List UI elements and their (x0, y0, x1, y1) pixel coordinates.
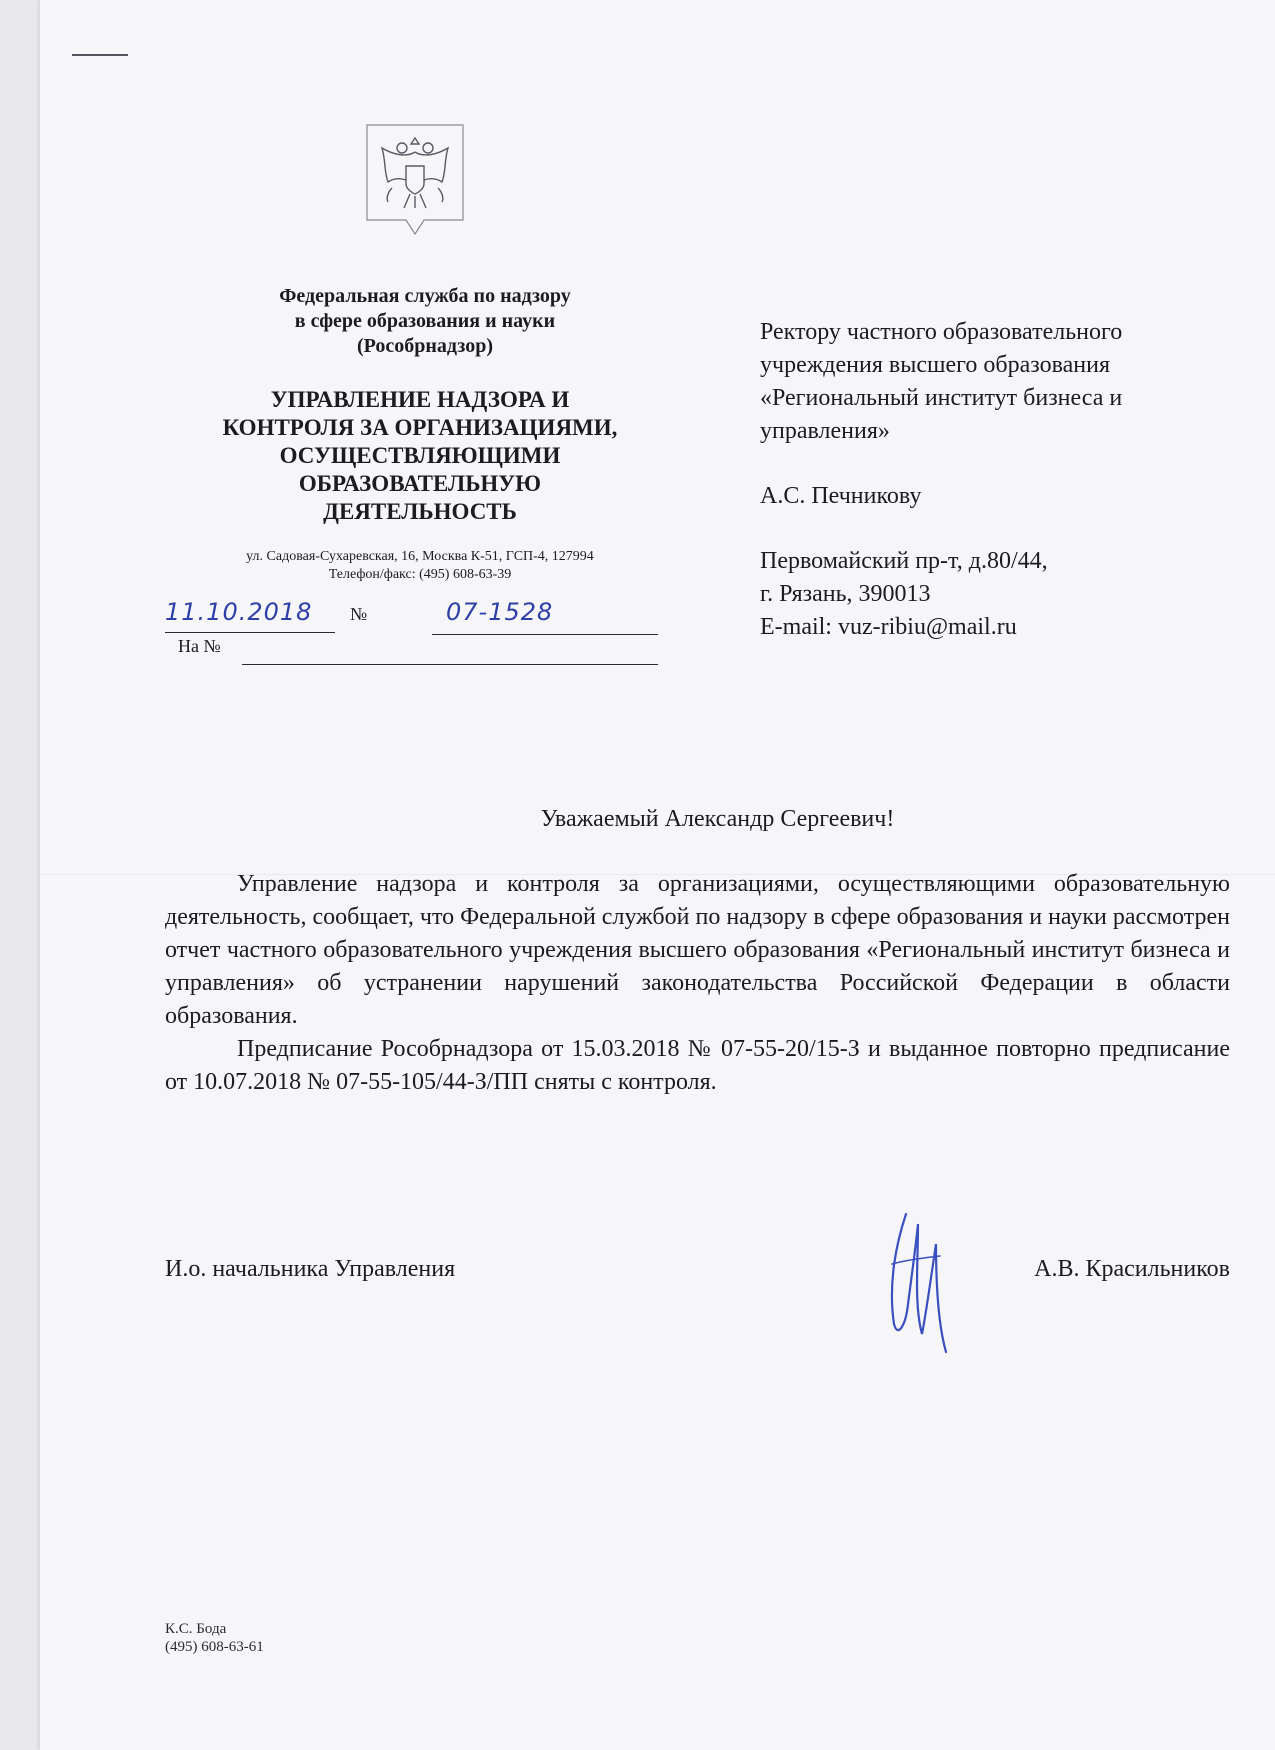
body-paragraph-2: Предписание Рособрнадзора от 15.03.2018 № 07-55-20/15-З и выданное повторно предписание от 10.07.2018 № 07-55-105/44-З/ПП сняты с контроля. (165, 1036, 1230, 1095)
sender-contacts (180, 548, 660, 584)
division-name-line-3: ОСУЩЕСТВЛЯЮЩИМИ (279, 443, 561, 468)
executor-phone: (495) 608-63-61 (165, 1639, 264, 1655)
number-underline (432, 634, 658, 635)
recipient-line-3: «Региональный институт бизнеса и (760, 385, 1123, 411)
date-underline (165, 632, 335, 633)
signatory-title: И.о. начальника Управления (165, 1256, 456, 1282)
corner-mark (72, 54, 128, 56)
agency-name-line-3: (Рособрнадзор) (357, 335, 493, 357)
reply-to-underline (242, 664, 658, 665)
division-name-line-1: УПРАВЛЕНИЕ НАДЗОРА И (270, 387, 570, 412)
recipient-address-1: Первомайский пр-т, д.80/44, (760, 548, 1048, 574)
division-name-line-4: ОБРАЗОВАТЕЛЬНУЮ (298, 471, 542, 496)
sender-agency (200, 284, 650, 359)
registration-number: 07-1528 (446, 598, 554, 626)
coat-of-arms-icon (364, 122, 466, 242)
salutation: Уважаемый Александр Сергеевич! (540, 806, 895, 832)
division-name-line-2: КОНТРОЛЯ ЗА ОРГАНИЗАЦИЯМИ, (222, 415, 618, 440)
recipient-line-4: управления» (760, 418, 890, 444)
registration-date: 11.10.2018 (165, 598, 313, 626)
sender-address: ул. Садовая-Сухаревская, 16, Москва К-51, ГСП-4, 127994 (246, 549, 594, 564)
recipient-block (760, 316, 1230, 644)
recipient-name: А.С. Печникову (760, 483, 922, 509)
recipient-address-2: г. Рязань, 390013 (760, 581, 931, 607)
body-paragraph-1: Управление надзора и контроля за организациями, осуществляющими образовательную деятельность, сообщает, что Федеральной службой по надзору в сфере образования и науки рассмотрен отчет частного образовательного учреждения высшего образования «Региональный институт бизнеса и управления» об устранении нарушений законодательства Российской Федерации в области образования. (165, 871, 1230, 1029)
executor-name: К.С. Бода (165, 1621, 227, 1637)
sender-division (190, 386, 650, 526)
division-name-line-5: ДЕЯТЕЛЬНОСТЬ (323, 499, 517, 524)
executor-info (165, 1620, 264, 1656)
agency-name-line-1: Федеральная служба по надзору (279, 285, 571, 307)
agency-name-line-2: в сфере образования и науки (294, 310, 556, 332)
reply-to-label: На № (178, 636, 221, 656)
recipient-email: E-mail: vuz-ribiu@mail.ru (760, 614, 1017, 640)
handwritten-signature (866, 1204, 966, 1354)
sender-phone-fax: Телефон/факс: (495) 608-63-39 (328, 567, 512, 582)
signatory-name: А.В. Красильников (1034, 1256, 1230, 1282)
letter-body (165, 868, 1230, 1099)
recipient-line-1: Ректору частного образовательного (760, 319, 1123, 345)
recipient-line-2: учреждения высшего образования (760, 352, 1110, 378)
registration-number-label: № (350, 604, 368, 624)
